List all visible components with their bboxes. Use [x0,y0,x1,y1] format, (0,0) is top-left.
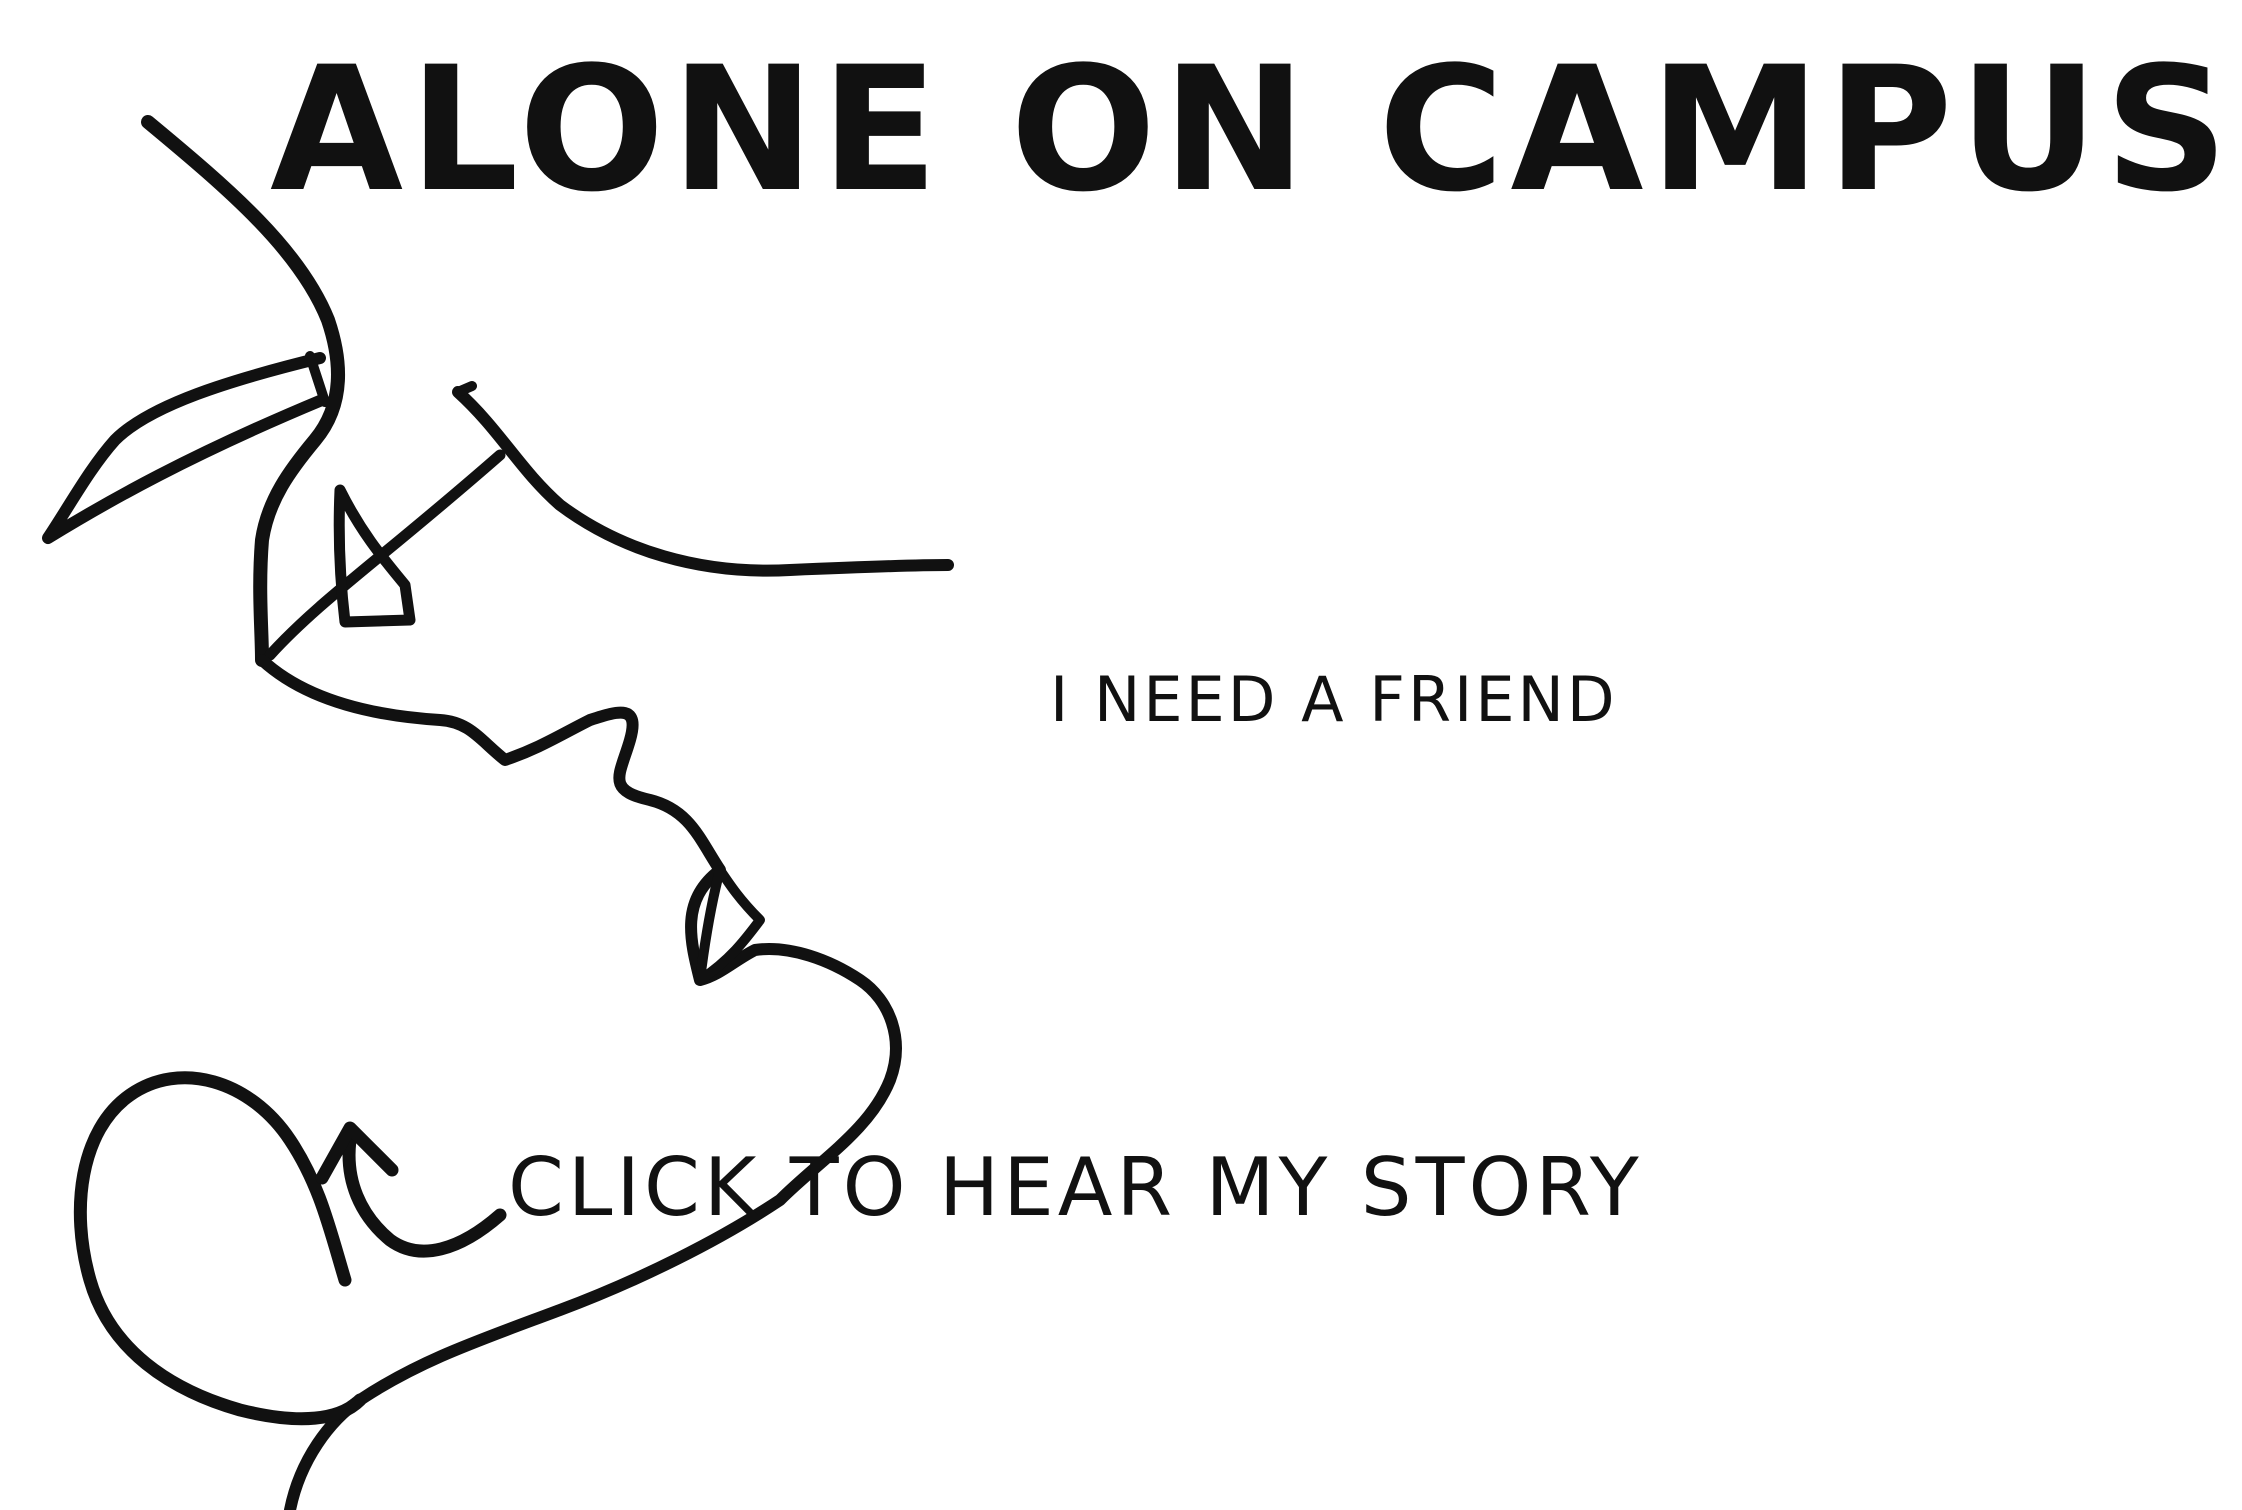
hear-my-story-button[interactable]: CLICK TO HEAR MY STORY [508,1138,1643,1238]
eyebrow-stroke [48,358,322,538]
brow-line [458,392,948,571]
heart-outline [80,1078,360,1419]
game-title: ALONE ON CAMPUS [270,29,2235,230]
profile-contour [262,660,896,1510]
subtitle-text: I NEED A FRIEND [1050,663,1618,736]
brow-connector [458,386,472,392]
arrow-head [322,1128,392,1178]
